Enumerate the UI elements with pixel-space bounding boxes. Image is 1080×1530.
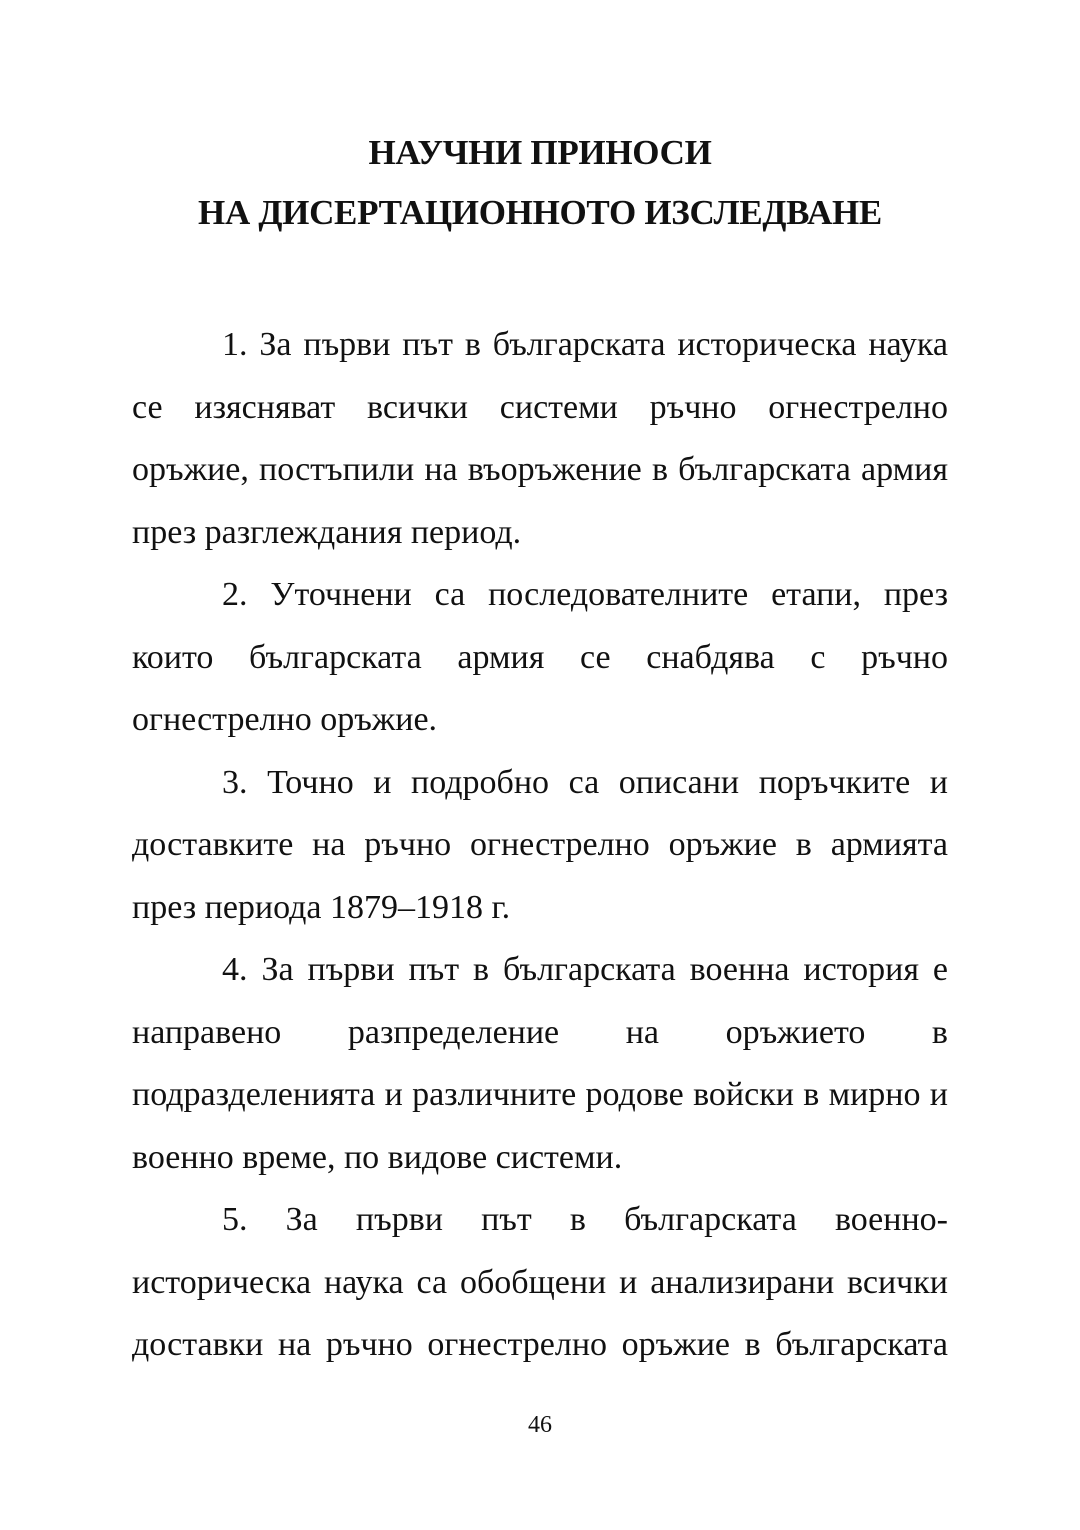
- page-title-line-1: НАУЧНИ ПРИНОСИ: [368, 133, 712, 172]
- paragraph-5: 5. За първи път в българската военно-историческа наука са обобщени и анализирани всички доставки на ръчно огнестрелно оръжие в българската: [132, 1201, 948, 1363]
- paragraph-2: 2. Уточнени са последователните етапи, през които българската армия се снабдява с ръчно огнестрелно оръжие.: [132, 576, 948, 738]
- document-body: [132, 314, 948, 1377]
- paragraph-4: 4. За първи път в българската военна история е направено разпределение на оръжието в подразделенията и различните родове войски в мирно и военно време, по видове системи.: [132, 951, 948, 1176]
- paragraph-3: 3. Точно и подробно са описани поръчките и доставките на ръчно огнестрелно оръжие в армията през периода 1879–1918 г.: [132, 763, 948, 926]
- page-title-line-2: НА ДИСЕРТАЦИОННОТО ИЗСЛЕДВАНЕ: [198, 193, 882, 232]
- page-number: 46: [528, 1412, 552, 1438]
- paragraph-1: 1. За първи път в българската историческа наука се изясняват всички системи ръчно огнестрелно оръжие, постъпили на въоръжение в българската армия през разглеждания период.: [132, 326, 948, 551]
